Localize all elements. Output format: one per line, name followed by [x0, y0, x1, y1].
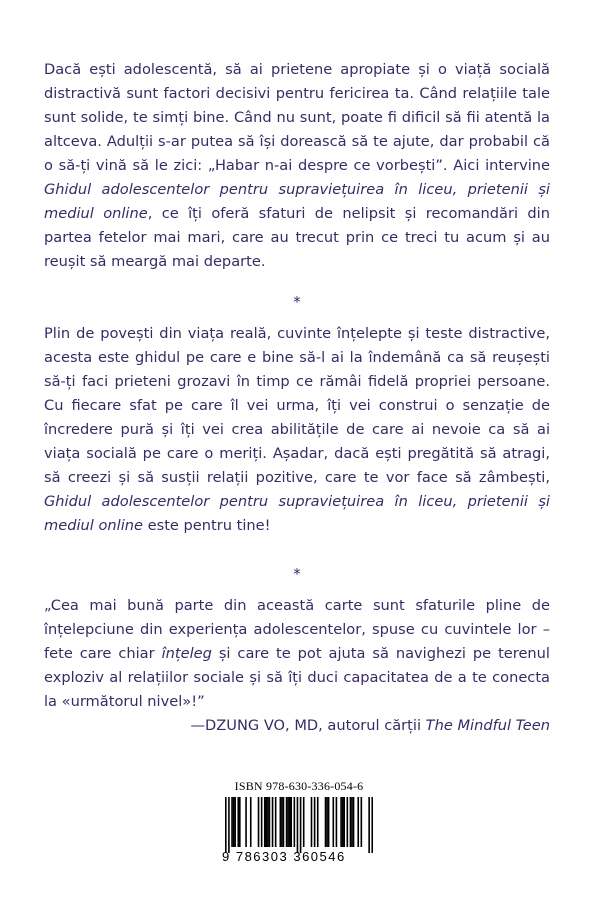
barcode-bar: [317, 797, 319, 847]
barcode-bar: [300, 797, 302, 853]
barcode-bar: [343, 797, 345, 847]
barcode-bar: [332, 797, 334, 847]
attribution-book: The Mindful Teen: [425, 717, 550, 734]
barcode-bar: [234, 797, 236, 847]
description-paragraph-1: [44, 58, 550, 274]
p1-book-title: Ghidul adolescentelor pentru supraviețuirea în liceu, prietenii și mediul online: [44, 181, 550, 222]
barcode-bar: [258, 797, 260, 847]
barcode-bar: [280, 797, 282, 847]
barcode-bar: [371, 797, 373, 853]
barcode-bar: [350, 797, 352, 847]
barcode-bar: [287, 797, 289, 847]
barcode-bar: [351, 797, 353, 847]
barcode-bar: [326, 797, 328, 847]
barcode-bar: [336, 797, 338, 847]
barcode-bar: [269, 797, 271, 847]
barcode-bar: [353, 797, 355, 847]
barcode-bar: [357, 797, 359, 847]
barcode-bar: [231, 797, 233, 847]
barcode-bar: [342, 797, 344, 847]
barcode-bar: [290, 797, 292, 847]
quote-paragraph: [44, 594, 550, 714]
quote-emphasis: înțeleg: [161, 645, 212, 662]
quote-text-a: „Cea mai bună parte din această carte sunt sfaturile pline de înțelepciune din experiența adolescentelor, spuse cu cuvintele lor – fete care chiar: [44, 597, 550, 662]
barcode-bar: [311, 797, 313, 847]
barcode-bar: [289, 797, 291, 847]
barcode-bar: [272, 797, 274, 847]
barcode-bar: [347, 797, 349, 847]
barcode-bar: [228, 797, 230, 853]
barcode-bar: [303, 797, 305, 847]
barcode-bar: [225, 797, 227, 853]
barcode-bar: [294, 797, 296, 847]
p2-text-b: este pentru tine!: [142, 517, 271, 534]
barcode-bar: [328, 797, 330, 847]
barcode-bar: [245, 797, 247, 847]
barcode-bar: [325, 797, 327, 847]
barcode-bar: [297, 797, 299, 853]
barcode-bar: [361, 797, 363, 847]
p1-text-a: Dacă ești adolescentă, să ai prietene apropiate și o viață socială distractivă sunt factori decisivi pentru fericirea ta. Când relațiile tale sunt solide, te simți bine. Când nu sunt, poate fi dificil să fii atentă la altceva. Adulții s-ar putea să își dorească să te ajute, dar probabil că o să-ți vină să le zici: „Habar n-ai despre ce vorbești”. Aici intervine: [44, 61, 550, 174]
separator-1: *: [293, 293, 301, 311]
separator-2: *: [293, 565, 301, 583]
barcode-bar: [281, 797, 283, 847]
barcode-bar: [286, 797, 288, 847]
p2-text-a: Plin de povești din viața reală, cuvinte înțelepte și teste distractive, acesta este ghidul pe care e bine să-l ai la îndemână ca să reușești să-ți faci prieteni grozavi în timp ce rămâi fidelă propriei persoane. Cu fiecare sfat pe care îl vei urma, îți vei construi o senzație de încredere pură și îți vei crea abilitățile de care ai nevoie ca să ai viața socială pe care o meriți. Așadar, dacă ești pregătită să atragi, să creezi și să susții relații pozitive, care te vor face să zâmbești,: [44, 325, 550, 486]
barcode-bar: [264, 797, 266, 847]
barcode-bar: [267, 797, 269, 847]
barcode-bar: [250, 797, 252, 847]
barcode-bar: [283, 797, 285, 847]
quote-text-b: și care te pot ajuta să navighezi pe terenul exploziv al relațiilor sociale și să îți duci capacitatea de a te conecta la «următorul nivel»!”: [44, 645, 550, 710]
barcode-bar: [239, 797, 241, 847]
barcode-bar: [266, 797, 268, 847]
barcode-bar: [233, 797, 235, 847]
p2-book-title: Ghidul adolescentelor pentru supraviețuirea în liceu, prietenii și mediul online: [44, 493, 550, 534]
barcode-bar: [275, 797, 277, 847]
isbn-label: ISBN 978-630-336-054-6: [234, 779, 364, 793]
barcode-digits: 9 786303 360546: [222, 849, 346, 864]
quote-attribution: [190, 714, 550, 738]
barcode-bar: [340, 797, 342, 847]
barcode-bar: [237, 797, 239, 847]
barcode-bar: [314, 797, 316, 847]
description-paragraph-2: [44, 322, 550, 538]
barcode-bar: [261, 797, 263, 847]
barcode: [225, 797, 373, 853]
p1-text-b: , ce îți oferă sfaturi de nelipsit și recomandări din partea fetelor mai mari, care au trecut prin ce treci tu acum și au reușit să meargă mai departe.: [44, 205, 550, 270]
attribution-text: —DZUNG VO, MD, autorul cărții: [190, 717, 426, 734]
barcode-bar: [368, 797, 370, 853]
